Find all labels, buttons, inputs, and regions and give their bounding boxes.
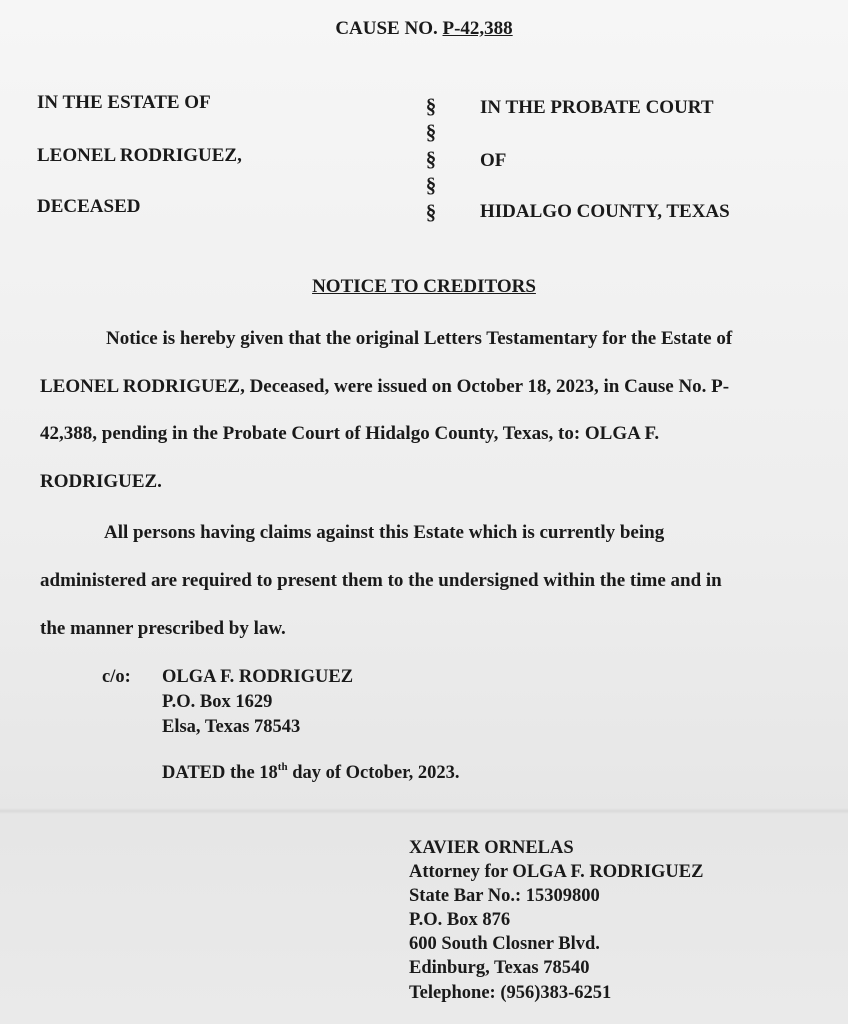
- cause-number: P-42,388: [442, 18, 513, 39]
- dated-ordinal: th: [277, 761, 288, 773]
- notice-title: NOTICE TO CREDITORS: [312, 276, 536, 297]
- caption-left-line2: LEONEL RODRIGUEZ,: [37, 145, 242, 166]
- section-symbol: §: [425, 147, 437, 171]
- attorney-city: Edinburg, Texas 78540: [409, 958, 590, 978]
- attorney-po-box: P.O. Box 876: [409, 910, 511, 930]
- attorney-name: XAVIER ORNELAS: [409, 838, 574, 858]
- caption-right-line3: HIDALGO COUNTY, TEXAS: [480, 201, 730, 222]
- section-symbol: §: [425, 120, 437, 144]
- attorney-street: 600 South Closner Blvd.: [409, 934, 600, 954]
- dated-line: [162, 761, 460, 783]
- section-symbol: §: [425, 200, 437, 224]
- caption-left-line3: DECEASED: [37, 196, 141, 217]
- caption-right-line1: IN THE PROBATE COURT: [480, 97, 714, 118]
- paragraph2-line3: the manner prescribed by law.: [40, 618, 286, 639]
- caption-left-line1: IN THE ESTATE OF: [37, 92, 211, 113]
- care-of-address1: P.O. Box 1629: [162, 692, 273, 712]
- paragraph1-line1: Notice is hereby given that the original Letters Testamentary for the Estate of: [106, 328, 733, 349]
- care-of-name: OLGA F. RODRIGUEZ: [162, 667, 354, 687]
- paragraph2-line2: administered are required to present them to the undersigned within the time and in: [40, 570, 722, 591]
- cause-number-heading: [0, 19, 848, 38]
- cause-label: CAUSE NO.: [335, 18, 438, 39]
- section-symbol: §: [425, 173, 437, 197]
- attorney-bar-number: State Bar No.: 15309800: [409, 886, 600, 906]
- attorney-telephone: Telephone: (956)383-6251: [409, 983, 612, 1003]
- paragraph1-line4: RODRIGUEZ.: [40, 471, 162, 492]
- attorney-role: Attorney for OLGA F. RODRIGUEZ: [409, 862, 704, 882]
- care-of-label: c/o:: [102, 667, 131, 687]
- care-of-address2: Elsa, Texas 78543: [162, 717, 301, 737]
- paper-fold: [0, 808, 848, 814]
- dated-prefix: DATED the 18: [162, 763, 278, 783]
- paragraph1-line3: 42,388, pending in the Probate Court of Hidalgo County, Texas, to: OLGA F.: [40, 423, 660, 444]
- paragraph2-line1: All persons having claims against this Estate which is currently being: [104, 522, 665, 543]
- caption-right-line2: OF: [480, 150, 507, 171]
- dated-suffix: day of October, 2023.: [287, 763, 460, 783]
- paragraph1-line2: LEONEL RODRIGUEZ, Deceased, were issued on October 18, 2023, in Cause No. P-: [40, 376, 730, 397]
- section-symbol: §: [425, 94, 437, 118]
